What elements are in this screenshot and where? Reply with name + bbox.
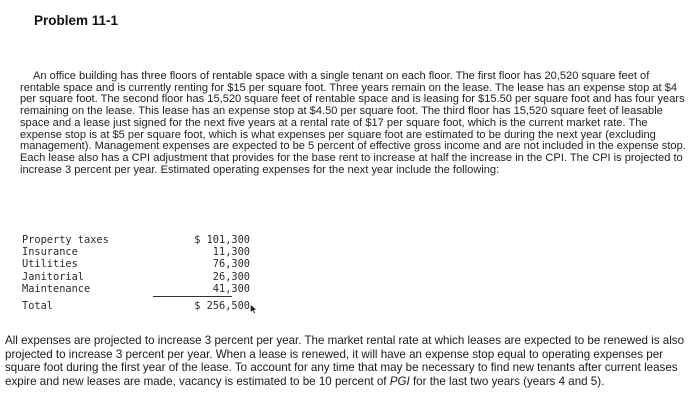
- total-amount: $ 256,500: [194, 300, 250, 312]
- expense-amount: 26,300: [212, 270, 250, 283]
- expense-amount: 41,300: [212, 282, 250, 295]
- projection-text-before: All expenses are projected to increase 3 percent per year. The market rental rate at which leases are expected to be renewed is also projected to increase 3 percent per year. When a lease is renewed, it will have an expense stop equal to operating expenses per square foot during the first year of the lease. To account for any time that may be necessary to find new tenants after current leases expire and new leases are made, vacancy is estimated to be 10 percent of: [5, 334, 685, 388]
- expense-label: Utilities: [22, 258, 78, 271]
- expense-row-insurance: [22, 246, 262, 258]
- expense-amount: 76,300: [212, 258, 250, 271]
- total-label: Total: [22, 300, 53, 312]
- expense-row-maintenance: [22, 283, 262, 295]
- expense-row-property-taxes: [22, 234, 262, 246]
- projection-paragraph: [0, 334, 700, 388]
- expense-label: Maintenance: [22, 282, 91, 295]
- problem-description: An office building has three floors of rentable space with a single tenant on each floor. The first floor has 20,520 square feet of rentable space and is currently renting for $15 per square foot. Three years remain on the lease. The lease has an expense stop at $4 per square foot. The second floor has 15,520 square feet of rentable space and is leasing for $15.50 per square foot and has four years remaining on the lease. This lease has an expense stop at $4.50 per square foot. The third floor has 15,520 square feet of leasable space and a lease just signed for the next five years at a rental rate of $17 per square foot, which is the current market rate. The expense stop is at $5 per square foot, which is what expenses per square foot are estimated to be during the next year (excluding management). Management expenses are expected to be 5 percent of effective gross income and are not included in the expense stop. Each lease also has a CPI adjustment that provides for the base rent to increase at half the increase in the CPI. The CPI is projected to increase 3 percent per year. Estimated operating expenses for the next year include the following:: [20, 70, 686, 176]
- projection-text-after: for the last two years (years 4 and 5).: [409, 374, 605, 388]
- total-divider: [153, 296, 232, 297]
- expense-row-janitorial: [22, 271, 262, 283]
- problem-title: Problem 11-1: [34, 13, 119, 28]
- expense-row-utilities: [22, 258, 262, 270]
- expense-amount: 11,300: [212, 246, 250, 259]
- expense-label: Property taxes: [22, 234, 109, 246]
- expense-label: Insurance: [22, 246, 78, 259]
- expense-total-row: [22, 300, 262, 313]
- pgi-term: PGI: [389, 374, 410, 388]
- mouse-pointer-icon: [250, 304, 258, 314]
- expense-amount: $ 101,300: [194, 234, 250, 246]
- expense-label: Janitorial: [22, 270, 84, 283]
- expense-table: [22, 234, 262, 295]
